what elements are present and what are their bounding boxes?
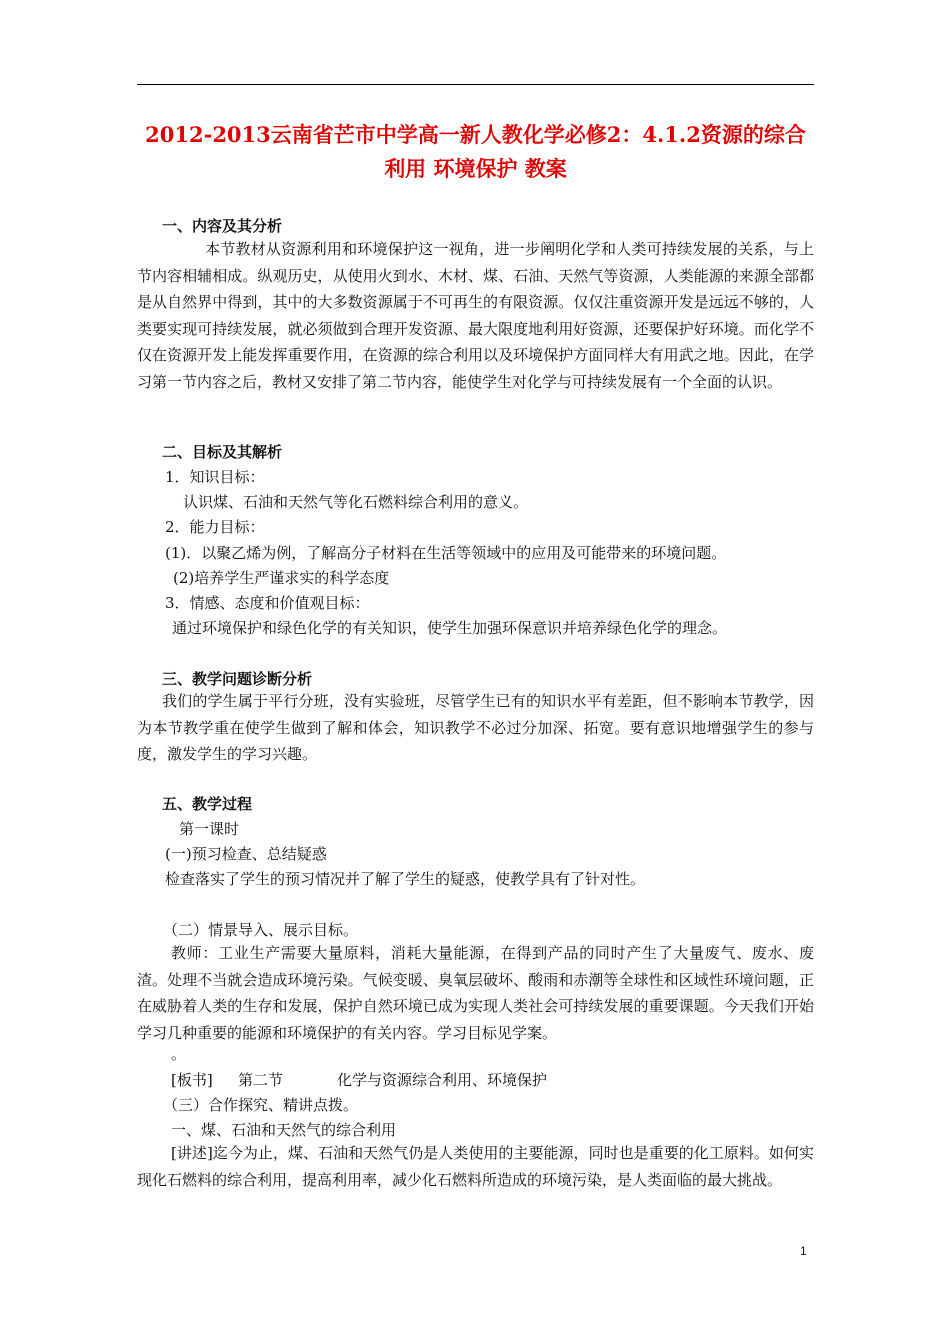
section-heading-diagnosis: 三、教学问题诊断分析: [162, 670, 313, 688]
step2-paragraph: 教师：工业生产需要大量原料，消耗大量能源，在得到产品的同时产生了大量废气、废水、废渣。处理不当就会造成环境污染。气候变暖、臭氧层破坏、酸雨和赤潮等全球性和区域性环境问题，正在威胁着人类的生存和发展，保护自然环境已成为实现人类社会可持续发展的重要课题。今天我们开始学习几种重要的能源和环境保护的有关内容。学习目标见学案。: [137, 944, 814, 1042]
document-title: 2012-2013云南省芒市中学高一新人教化学必修2：4.1.2资源的综合利用 环境保护 教案: [145, 122, 806, 181]
lecture-paragraph: [讲述]迄今为止，煤、石油和天然气仍是人类使用的主要能源，同时也是重要的化工原料。如何实现化石燃料的综合利用，提高利用率，减少化石燃料所造成的环境污染，是人类面临的最大挑战。: [137, 1144, 814, 1189]
emotion-goal-text: 通过环境保护和绿色化学的有关知识，使学生加强环保意识并培养绿色化学的理念。: [172, 619, 728, 637]
lesson-label: 第一课时: [179, 820, 240, 838]
board-section: 第二节: [238, 1071, 284, 1089]
section-heading-goals: 二、目标及其解析: [162, 443, 283, 461]
header-rule: [137, 84, 814, 85]
ability-goal-item-1: (1)．以聚乙烯为例，了解高分子材料在生活等领域中的应用及可能带来的环境问题。: [165, 544, 727, 562]
step2-title: （二）情景导入、展示目标。: [163, 921, 359, 939]
knowledge-goal-text: 认识煤、石油和天然气等化石燃料综合利用的意义。: [183, 493, 529, 511]
ability-goal-item-2: (2)培养学生严谨求实的科学态度: [173, 569, 390, 587]
fossil-fuel-subheading: 一、煤、石油和天然气的综合利用: [171, 1121, 397, 1139]
diagnosis-paragraph: 我们的学生属于平行分班，没有实验班，尽管学生已有的知识水平有差距，但不影响本节教学，因为本节教学重在使学生做到了解和体会，知识教学不必过分加深、拓宽。要有意识地增强学生的参与度，激发学生的学习兴趣。: [137, 692, 814, 764]
section-heading-content-analysis: 一、内容及其分析: [162, 217, 283, 235]
knowledge-goal-label: 1．知识目标：: [165, 468, 265, 486]
ability-goal-label: 2．能力目标：: [165, 518, 265, 536]
content-analysis-paragraph: 本节教材从资源利用和环境保护这一视角，进一步阐明化学和人类可持续发展的关系，与上节内容相辅相成。纵观历史，从使用火到水、木材、煤、石油、天然气等资源，人类能源的来源全部都是从自然界中得到，其中的大多数资源属于不可再生的有限资源。仅仅注重资源开发是远远不够的，人类要实现可持续发展，就必须做到合理开发资源、最大限度地利用好资源，还要保护好环境。而化学不仅在资源开发上能发挥重要作用，在资源的综合利用以及环境保护方面同样大有用武之地。因此，在学习第一节内容之后，教材又安排了第二节内容，能使学生对化学与可持续发展有一个全面的认识。: [137, 240, 814, 391]
step1-title: (一)预习检查、总结疑惑: [165, 845, 327, 863]
step1-text: 检查落实了学生的预习情况并了解了学生的疑惑，使教学具有了针对性。: [165, 870, 646, 888]
page-number: 1: [800, 1244, 807, 1258]
board-label: [板书]: [171, 1071, 213, 1089]
section-heading-process: 五、教学过程: [162, 795, 253, 813]
emotion-goal-label: 3．情感、态度和价值观目标：: [165, 594, 370, 612]
stray-period: 。: [171, 1045, 187, 1063]
step3-title: （三）合作探究、精讲点拨。: [163, 1096, 359, 1114]
board-title: 化学与资源综合利用、环境保护: [337, 1071, 548, 1089]
